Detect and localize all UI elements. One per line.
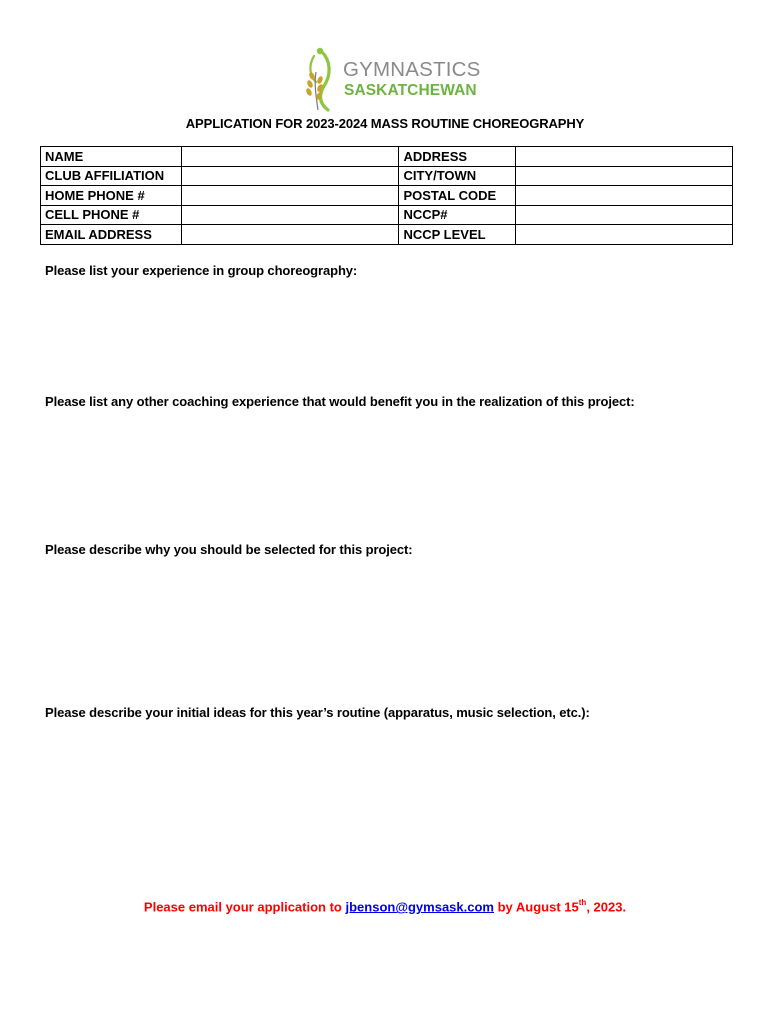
form-input-right[interactable] xyxy=(516,186,733,206)
form-input-right[interactable] xyxy=(516,147,733,167)
logo-text-gymnastics: GYMNASTICS xyxy=(343,58,481,81)
footer-prefix: Please email your application to xyxy=(143,899,346,915)
form-label-left: EMAIL ADDRESS xyxy=(41,225,182,245)
footer-superscript: th xyxy=(578,898,587,907)
email-link[interactable]: jbenson@gymsask.com xyxy=(345,899,494,915)
gymnast-wheat-icon xyxy=(300,46,340,112)
form-input-left[interactable] xyxy=(181,166,399,186)
form-label-left: HOME PHONE # xyxy=(41,186,182,206)
form-input-left[interactable] xyxy=(181,147,399,167)
form-label-left: CELL PHONE # xyxy=(41,205,182,225)
footer-deadline: by August 15 xyxy=(494,899,579,915)
form-label-right: NCCP LEVEL xyxy=(399,225,516,245)
form-input-left[interactable] xyxy=(181,186,399,206)
form-input-left[interactable] xyxy=(181,205,399,225)
form-input-right[interactable] xyxy=(516,166,733,186)
applicant-info-table xyxy=(40,146,733,245)
form-input-left[interactable] xyxy=(181,225,399,245)
answer-area-initial-ideas[interactable] xyxy=(45,724,725,884)
form-input-right[interactable] xyxy=(516,225,733,245)
form-row xyxy=(41,166,733,186)
answer-area-why-selected[interactable] xyxy=(45,561,725,693)
submission-instructions xyxy=(0,899,770,914)
gymnastics-saskatchewan-logo xyxy=(300,46,480,116)
form-label-right: NCCP# xyxy=(399,205,516,225)
form-label-right: CITY/TOWN xyxy=(399,166,516,186)
question-why-selected: Please describe why you should be selected for this project: xyxy=(45,542,413,557)
form-row xyxy=(41,205,733,225)
question-coaching-experience: Please list any other coaching experience that would benefit you in the realization of this project: xyxy=(45,394,635,409)
form-input-right[interactable] xyxy=(516,205,733,225)
page-title: APPLICATION FOR 2023-2024 MASS ROUTINE CHOREOGRAPHY xyxy=(185,116,585,131)
question-initial-ideas: Please describe your initial ideas for this year’s routine (apparatus, music selection, etc.): xyxy=(45,705,590,720)
form-label-left: CLUB AFFILIATION xyxy=(41,166,182,186)
form-label-right: ADDRESS xyxy=(399,147,516,167)
form-label-left: NAME xyxy=(41,147,182,167)
logo-text-saskatchewan: SASKATCHEWAN xyxy=(344,82,477,99)
answer-area-coaching-experience[interactable] xyxy=(45,413,725,531)
question-group-choreography: Please list your experience in group choreography: xyxy=(45,263,358,278)
footer-year: , 2023. xyxy=(586,899,627,915)
answer-area-group-choreography[interactable] xyxy=(45,282,725,382)
form-row xyxy=(41,147,733,167)
form-row xyxy=(41,225,733,245)
form-label-right: POSTAL CODE xyxy=(399,186,516,206)
form-row xyxy=(41,186,733,206)
